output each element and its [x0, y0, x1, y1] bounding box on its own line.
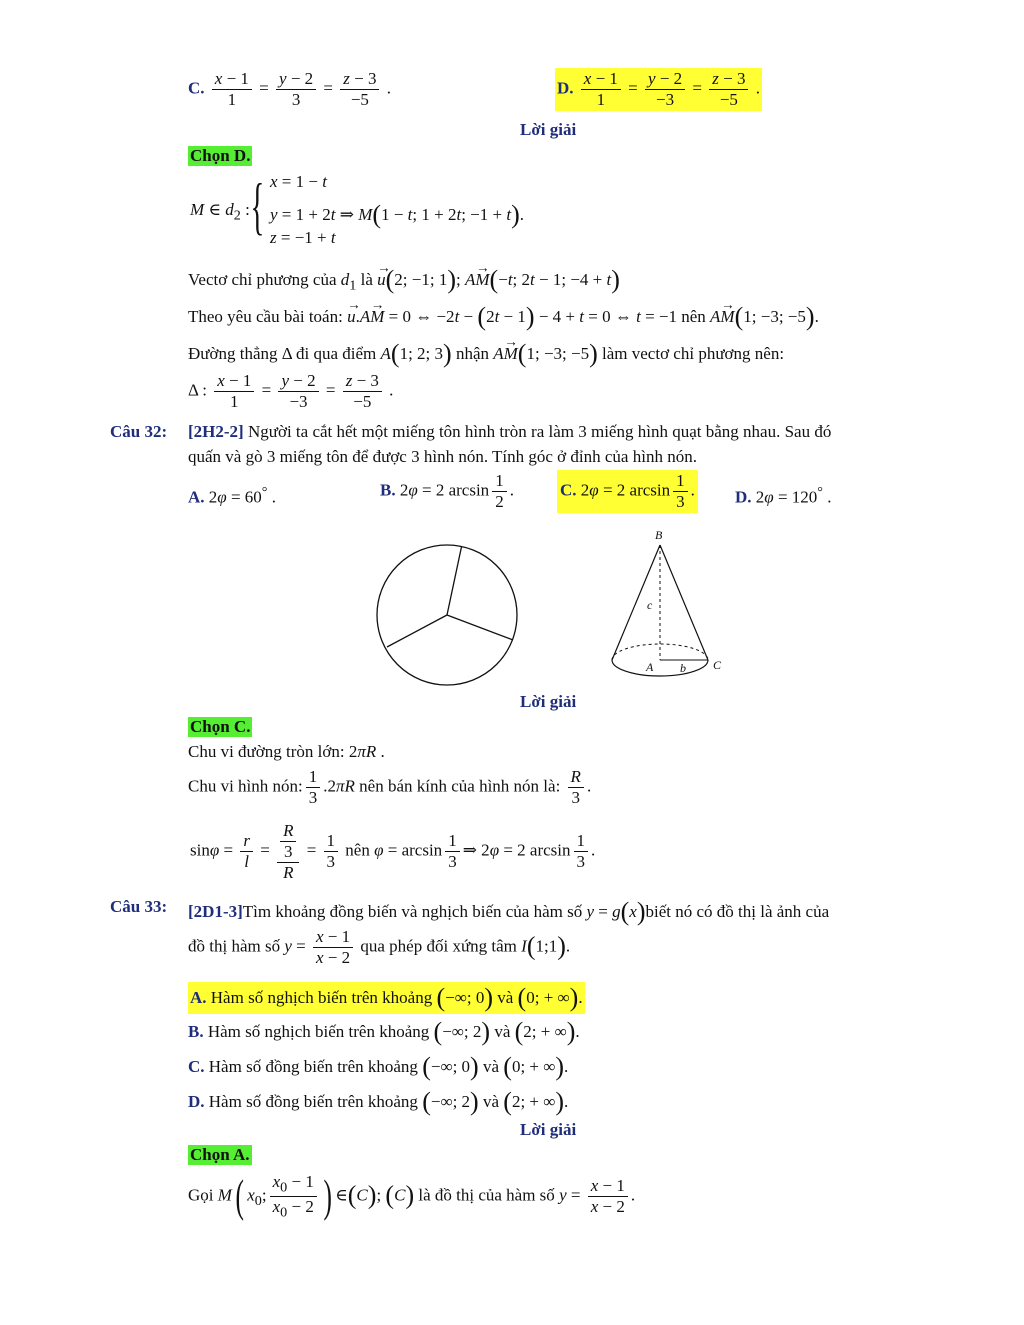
cone-label-a: A — [646, 660, 654, 674]
q32-option-a: A. 2φ = 60° . — [188, 484, 276, 507]
cone-base-front — [612, 660, 708, 676]
q32-line-chuvi-non: Chu vi hình nón: $\frac{1}{3}$ .2πR nên bán kính của hình nón là: $\frac{R}{3}$ . — [188, 767, 592, 807]
sector-radius-right — [447, 615, 513, 640]
q31-solution-title: Lời giải — [520, 120, 577, 139]
q33-text-1: [2D1-3]Tìm khoảng đồng biến và nghịch biến của hàm số y = g(x)biết nó có đồ thị là ảnh của — [188, 897, 830, 926]
q31-option-c: C. $\frac{x - 1}{1}$ = $\frac{y - 2}{3}$ = $\frac{z - 3}{-5}$ . — [188, 69, 391, 109]
q32-line-sin: sinφ = $\frac{r}{l}$ = $\frac{\frac{R}{3}}{R}$ = $\frac{1}{3}$ nên φ = arcsin $\frac{1}{3}$ ⇒ 2φ = 2 arcsin $\frac{1}{3}$ . — [190, 821, 596, 882]
sector-radius-left — [387, 615, 447, 647]
q33-solution-title: Lời giải — [520, 1120, 577, 1139]
q33-text-2: đồ thị hàm số y = $\frac{x - 1}{x - 2}$ qua phép đối xứng tâm I(1;1). — [188, 927, 571, 967]
circle-sectors-figure — [370, 540, 530, 690]
cone-label-b-radius: b — [680, 661, 686, 675]
q33-option-d: D. Hàm số đồng biến trên khoảng (−∞; 2) và (2; + ∞). — [188, 1087, 569, 1116]
q32-option-d: D. 2φ = 120° . — [735, 484, 832, 507]
q31-line-theo: Theo yêu cầu bài toán: → u.→ AM = 0 ⇔ −2t − (2t − 1) − 4 + t = 0 ⇔ t = −1 nên → AM(1; −3; −5). — [188, 302, 819, 332]
q33-option-a: A. Hàm số nghịch biến trên khoảng (−∞; 0) và (0; + ∞). — [190, 983, 583, 1012]
q33-line-goi: Gọi M( $x_0$; $\frac{x_0 - 1}{x_0 - 2}$ ) ∈(C); (C) là đồ thị của hàm số y = $\frac{x - 1}{x - 2}$ . — [188, 1170, 636, 1221]
q31-line-vecto: Vectơ chỉ phương của $d_1$ là → u(2; −1; 1); → AM(−t; 2t − 1; −4 + t) — [188, 265, 620, 295]
q32-option-b: B. 2φ = 2 arcsin $\frac{1}{2}$ . — [380, 471, 514, 511]
cone-right-side — [660, 545, 708, 660]
q31-final-line: Δ : $\frac{x - 1}{1}$ = $\frac{y - 2}{-3}$ = $\frac{z - 3}{-5}$ . — [188, 371, 394, 411]
cone-label-b: B — [655, 528, 663, 542]
q32-solution-title: Lời giải — [520, 692, 577, 711]
q32-label: Câu 32: — [110, 422, 168, 441]
q32-option-c: C. 2φ = 2 arcsin $\frac{1}{3}$ . — [557, 470, 698, 513]
q31-choice: Chọn D. — [190, 146, 251, 165]
q32-choice: Chọn C. — [190, 717, 251, 736]
cone-label-c-side: c — [647, 598, 653, 612]
cone-left-side — [612, 545, 660, 660]
sector-radius-top — [447, 547, 462, 615]
cone-base-back — [612, 644, 708, 660]
q33-option-c: C. Hàm số đồng biến trên khoảng (−∞; 0) và (0; + ∞). — [188, 1052, 569, 1081]
q32-text-1: [2H2-2] Người ta cắt hết một miếng tôn hình tròn ra làm 3 miếng hình quạt bằng nhau. Sau đó — [188, 422, 832, 441]
q32-text-2: quấn và gò 3 miếng tôn để được 3 hình nón. Tính góc ở đỉnh của hình nón. — [188, 447, 697, 466]
q33-label: Câu 33: — [110, 897, 168, 916]
q31-line-duong: Đường thẳng Δ đi qua điểm A(1; 2; 3) nhận → AM(1; −3; −5) làm vectơ chỉ phương nên: — [188, 339, 784, 369]
q31-option-d: D. $\frac{x - 1}{1}$ = $\frac{y - 2}{-3}$ = $\frac{z - 3}{-5}$ . — [557, 69, 760, 109]
q33-choice: Chọn A. — [190, 1145, 250, 1164]
cone-figure — [600, 525, 740, 685]
q33-option-b: B. Hàm số nghịch biến trên khoảng (−∞; 2) và (2; + ∞). — [188, 1017, 580, 1046]
cone-label-c: C — [713, 658, 722, 672]
q32-line-chuvi: Chu vi đường tròn lớn: 2πR . — [188, 742, 385, 761]
